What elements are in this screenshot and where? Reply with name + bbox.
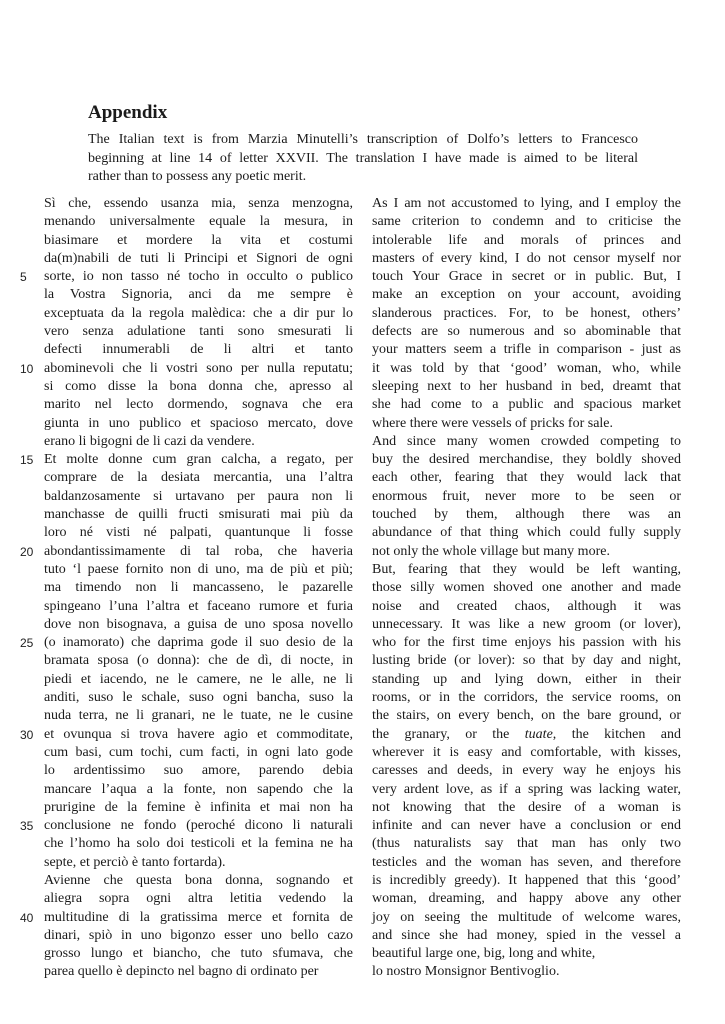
italian-text-line: menando universalmente equale la mesura, in bbox=[44, 214, 353, 230]
intro-line: The Italian text is from Marzia Minutelli’s transcription of Dolfo’s letters to Francesco bbox=[88, 132, 638, 147]
english-text-line: noise and created chaos, although it was bbox=[372, 598, 681, 614]
italian-text-line: giunta in uno publico et spacioso mercato, dove bbox=[44, 415, 353, 431]
italian-text-line: erano li bigogni de li cazi da vendere. bbox=[44, 433, 255, 449]
english-text-line: it was told by that ‘good’ woman, who, while bbox=[372, 360, 681, 376]
italian-text-line: et ovunqua si trova havere agio et commoditate, bbox=[44, 726, 353, 742]
italian-text-line: baldanzosamente si urtavano per paura non li bbox=[44, 488, 353, 504]
italian-text-line: spingeano l’una l’altra et faceano rumore et furia bbox=[44, 598, 353, 614]
english-text-line: wherever it is easy and comfortable, with kisses, bbox=[372, 744, 681, 760]
text-run: , the kitchen and bbox=[552, 726, 681, 742]
english-text-line: masters of every kind, I do not censor myself nor bbox=[372, 250, 681, 266]
italian-text-line: multitudine di la gratissima merce et fornita de bbox=[44, 909, 353, 925]
english-text-line: your matters seem a trifle in comparison - just as bbox=[372, 342, 681, 358]
english-text-line: sleeping next to her husband in bed, dreamt that bbox=[372, 378, 681, 394]
english-text-line: And since many women crowded competing to bbox=[372, 433, 681, 449]
italian-text-line: piedi et iacendo, ne le camere, ne le alle, ne li bbox=[44, 671, 353, 687]
line-number: 30 bbox=[20, 727, 34, 742]
italian-text-line: Et molte donne cum gran calcha, a regato, per bbox=[44, 452, 353, 468]
english-text-line: caresses and deeds, in every way he enjoys his bbox=[372, 763, 681, 779]
english-text-line: each other, fearing that they would lack that bbox=[372, 470, 681, 486]
italian-text-line: conclusione ne fondo (peroché dicono li naturali bbox=[44, 818, 353, 834]
italian-text-line: nuda terra, ne li granari, ne le tuate, ne le cusine bbox=[44, 708, 353, 724]
italian-text-line: Sì che, essendo usanza mia, senza menzogna, bbox=[44, 196, 353, 211]
english-text-line: those silly women shoved one another and made bbox=[372, 580, 681, 596]
italian-text-line: anditi, suso le schale, suso ogni bancha, suso la bbox=[44, 690, 353, 706]
english-text-line: the stairs, on every bench, on the bare ground, or bbox=[372, 708, 681, 724]
italian-text-line: abominevoli che li vostri sono per nulla reputatu; bbox=[44, 360, 353, 376]
italian-text-line: la Vostra Signoria, anci da me sempre è bbox=[44, 287, 353, 303]
line-number: 15 bbox=[20, 453, 34, 468]
english-text-line: and since she had money, spied in the vessel a bbox=[372, 927, 681, 943]
line-number: 5 bbox=[20, 270, 27, 285]
italic-term: tuate bbox=[524, 726, 553, 742]
italian-text-line: lo ardentissimo suo amore, parendo debia bbox=[44, 763, 353, 779]
italian-text-line: exceptuata da la regola malèdica: che a dir pur lo bbox=[44, 305, 353, 321]
italian-text-line: prurigine de la femine è infinita et mai non ha bbox=[44, 799, 353, 815]
italian-text-line: vero senza adulatione tanti sono smesurati li bbox=[44, 324, 353, 340]
italian-text-line: mancare l’aqua a la fonte, non sapendo che la bbox=[44, 781, 353, 797]
english-text-line: abundance of that thing which could fully supply bbox=[372, 525, 681, 541]
italian-text-line: grosso lungo et biancho, che tuto sfumava, che bbox=[44, 946, 353, 962]
line-number: 25 bbox=[20, 636, 34, 651]
line-number: 20 bbox=[20, 544, 34, 559]
english-text-line: same criterion to condemn and to criticise the bbox=[372, 214, 681, 230]
italian-text-line: comprare de la desiata mercantia, una l’altra bbox=[44, 470, 353, 486]
english-text-line: woman, dreaming, and happy above any other bbox=[372, 891, 681, 907]
english-text-line: lusting bride (or lover): so that by day and night, bbox=[372, 653, 681, 669]
italian-text-line: bramata sposa (o donna): che de dì, di nocte, in bbox=[44, 653, 353, 669]
english-text-line: defects are so numerous and so abominable that bbox=[372, 324, 681, 340]
english-text-line: joy on seeing the multitude of welcome wares, bbox=[372, 909, 681, 925]
italian-text-line: (o inamorato) che daprima gode il suo desio de la bbox=[44, 635, 353, 651]
italian-text-line: abondantissimamente di tal roba, che haveria bbox=[44, 543, 353, 559]
italian-text-line: cum basi, cum tochi, cum facti, in ogni lato gode bbox=[44, 744, 353, 760]
english-text-line: not knowing that the desire of a woman is bbox=[372, 799, 681, 815]
english-text-line: buy the desired merchandise, they boldly shoved bbox=[372, 452, 681, 468]
english-text-line: make an exception on your account, avoiding bbox=[372, 287, 681, 303]
english-text-line: testicles and the woman has seven, and therefore bbox=[372, 854, 681, 870]
english-text-line: touched by them, although there was an bbox=[372, 507, 681, 523]
italian-text-line: septe, et perciò è tanto fortarda). bbox=[44, 854, 226, 870]
italian-text-line: dove non bisognava, a guisa de uno sposa novello bbox=[44, 616, 353, 632]
italian-text-line: manchasse de quilli fructi smisurati mai più da bbox=[44, 507, 353, 523]
intro-line: rather than to possess any poetic merit. bbox=[88, 169, 307, 184]
line-number: 10 bbox=[20, 361, 34, 376]
english-text-line: unnecessary. It was like a new groom (or lover), bbox=[372, 616, 681, 632]
italian-text-line: sorte, io non tasso né tocho in occulto o publico bbox=[44, 269, 353, 285]
english-text-line: slanderous practices. For, to be honest, others’ bbox=[372, 305, 681, 321]
english-text-line: she had come to a public and spacious market bbox=[372, 397, 681, 413]
italian-text-line: biasimare et mordere la vita et costumi bbox=[44, 232, 353, 248]
italian-text-line: da(m)nabili de tuti li Principi et Signori de ogni bbox=[44, 250, 353, 266]
english-translation-column bbox=[372, 195, 681, 982]
english-text-line: lo nostro Monsignor Bentivoglio. bbox=[372, 964, 560, 980]
english-text-line: But, fearing that they would be left wanting, bbox=[372, 561, 681, 577]
italian-text-line: defecti innumerabli de li altri et tanto bbox=[44, 342, 353, 358]
appendix-heading: Appendix bbox=[88, 102, 168, 123]
italian-text-line: marito nel lecto dormendo, sognava che era bbox=[44, 397, 353, 413]
italian-text-column bbox=[44, 195, 353, 982]
english-text-line: (thus naturalists say that man has only two bbox=[372, 836, 681, 852]
english-text-line bbox=[372, 726, 681, 744]
intro-paragraph bbox=[88, 131, 638, 187]
english-text-line: infinite and can never have a conclusion or end bbox=[372, 818, 681, 834]
english-text-line: very ardent love, as if a spring was lacking water, bbox=[372, 781, 681, 797]
english-text-line: rooms, or in the corridors, the service rooms, on bbox=[372, 690, 681, 706]
english-text-line: is incredibly greedy). It happened that this ‘good’ bbox=[372, 872, 681, 888]
english-text-line: where there were vessels of pricks for sale. bbox=[372, 415, 614, 431]
italian-text-line: parea quello è depincto nel bagno di ordinato per bbox=[44, 964, 319, 980]
italian-text-line: che l’homo ha solo doi testicoli et la femina ne ha bbox=[44, 836, 353, 852]
english-text-line: not only the whole village but many more. bbox=[372, 543, 610, 559]
italian-text-line: Avienne che questa bona donna, sognando et bbox=[44, 872, 353, 888]
italian-text-line: aliegra sopra ogni altra letitia vedendo la bbox=[44, 891, 353, 907]
english-text-line: who for the first time enjoys his passion with his bbox=[372, 635, 681, 651]
english-text-line: standing up and lying down, either in their bbox=[372, 671, 681, 687]
english-text-line: beautiful large one, big, long and white, bbox=[372, 946, 596, 962]
english-text-line: enormous fruit, never more to be seen or bbox=[372, 488, 681, 504]
text-run: the granary, or the bbox=[372, 726, 525, 742]
italian-text-line: ma timendo non li mancasseno, le pazarelle bbox=[44, 580, 353, 596]
italian-text-line: dinari, spiò in uno bigonzo esser uno bello cazo bbox=[44, 927, 353, 943]
italian-text-line: loro né visti né palpati, quantunque li fosse bbox=[44, 525, 353, 541]
english-text-line: touch Your Grace in secret or in public. But, I bbox=[372, 269, 681, 285]
english-text-line: intolerable life and morals of princes and bbox=[372, 232, 681, 248]
italian-text-line: si como disse la bona donna che, apresso al bbox=[44, 378, 353, 394]
line-number: 35 bbox=[20, 819, 34, 834]
english-text-line: As I am not accustomed to lying, and I employ the bbox=[372, 196, 681, 211]
line-number: 40 bbox=[20, 910, 34, 925]
italian-text-line: tuto ‘l paese fornito non di uno, ma de più et più; bbox=[44, 561, 353, 577]
intro-line: beginning at line 14 of letter XXVII. The translation I have made is aimed to be literal bbox=[88, 150, 638, 166]
